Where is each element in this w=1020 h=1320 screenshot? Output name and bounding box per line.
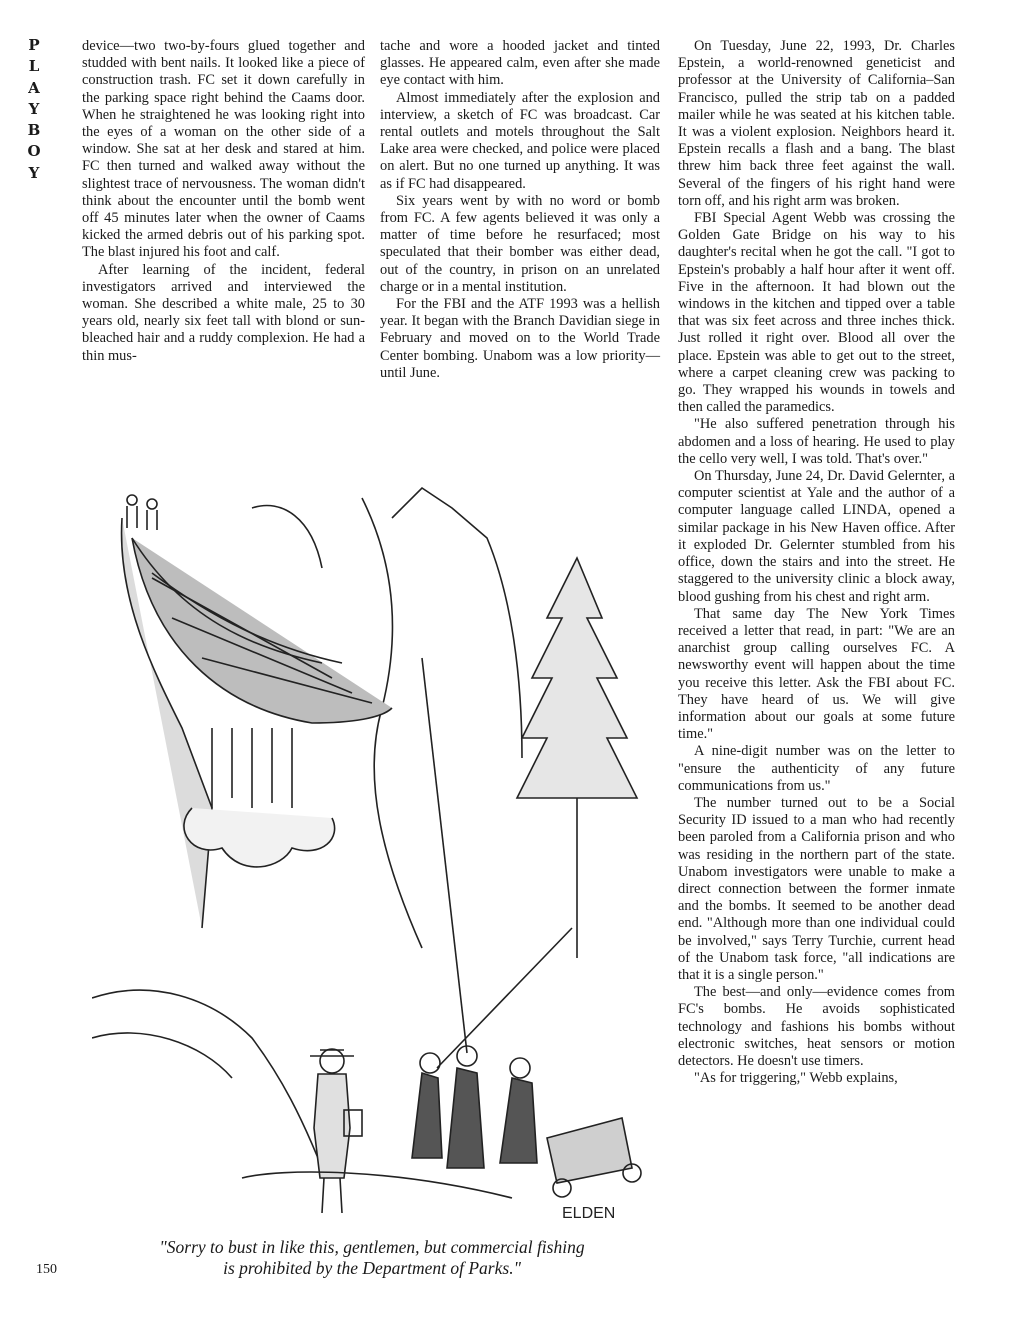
paragraph: device—two two-by-fours glued together and studded with bent nails. It looked like a piece of construction trash. FC set it down carefully in the parking space right behind the Caams door. When he straightened he was looking right into the eyes of a woman on the other side of a window. She sat at her desk and stared at him. FC then turned and walked away without the slightest trace of nervousness. The woman didn't think about the encounter until the bomb went off 45 minutes later when the owner of Caams kicked the armed debris out of his parking spot. The blast injured his foot and calf. <box>82 38 365 261</box>
paragraph: Six years went by with no word or bomb from FC. A few agents believed it was only a matter of time before he resurfaced; most speculated that their bomber was either dead, out of the country, in prison on an unrelated charge or in a mental institution. <box>380 192 660 295</box>
paragraph: Almost immediately after the explosion and interview, a sketch of FC was broadcast. Car rental outlets and motels throughout the Salt Lake area were checked, and police were placed on alert. But no one turned up anything. It was as if FC had disappeared. <box>380 89 660 192</box>
paragraph: After learning of the incident, federal investigators arrived and interviewed the woman. She described a white male, 25 to 30 years old, nearly six feet tall with blond or sun-bleached hair and a ruddy complexion. He had a thin mus- <box>82 261 365 364</box>
paragraph: FBI Special Agent Webb was crossing the Golden Gate Bridge on his way to his daughter's recital when he got the call. "I got to Epstein's probably a half hour after it went off. Five in the afternoon. It had blown out the windows in the kitchen and tipped over a table that was six feet across and three inches thick. Just rolled it right over. Blood all over the place. Epstein was able to get out to the street, where a carpet cleaning crew was packing to go. They wrapped his wounds in towels and then called the paramedics. <box>678 210 955 416</box>
running-head-letter: O <box>27 142 41 161</box>
running-head-letter: P <box>28 36 40 54</box>
paragraph: The number turned out to be a Social Security ID issued to a man who had recently been paroled from a California prison and who was residing in the northern part of the state. Unabom investigators were unable to make a direct connection between the former inmate and the bombs. It seemed to be another dead end. "Although more than one individual could be involved," says Terry Turchie, current head of the Unabom task force, "all indications are that it is a single person." <box>678 794 955 983</box>
paragraph: That same day The New York Times received a letter that read, in part: "We are an anarchist group calling ourselves FC. A newsworthy event will happen about the time you receive this letter. Ask the FBI about FC. They have heard of us. We will give information about our goals at some future time." <box>678 605 955 743</box>
running-head <box>22 38 46 187</box>
paragraph: On Thursday, June 24, Dr. David Gelernter, a computer scientist at Yale and the author of a computer language called LINDA, opened a similar package in his New Haven office. After it exploded Dr. Gelernter stumbled from his office, down the stairs and into the street. He staggered to the university clinic a block away, blood gushing from his chest and right arm. <box>678 468 955 605</box>
running-head-letter: Y <box>28 163 40 182</box>
cartoon-signature: ELDEN <box>562 1205 616 1222</box>
text-column-3 <box>678 38 955 1087</box>
paragraph: "As for triggering," Webb explains, <box>694 1070 898 1087</box>
page-number: 150 <box>36 1262 57 1277</box>
paragraph: tache and wore a hooded jacket and tinted glasses. He appeared calm, even after she made eye contact with him. <box>380 38 660 89</box>
paragraph: "He also suffered penetration through his abdomen and a loss of hearing. He used to play the cello very well, I was told. That's over." <box>678 416 955 467</box>
paragraph: A nine-digit number was on the letter to "ensure the authenticity of any future communications from us." <box>678 743 955 794</box>
paragraph: The best—and only—evidence comes from FC's bombs. He avoids sophisticated technology and fashions his bombs without electronic switches, heat sensors or motion detectors. He doesn't use timers. <box>678 984 955 1069</box>
running-head-letter: A <box>28 78 40 97</box>
paragraph: For the FBI and the ATF 1993 was a hellish year. It began with the Branch Davidian siege in February and moved on to the World Trade Center bombing. Unabom was a low priority—until June. <box>380 296 660 381</box>
caption-line: is prohibited by the Department of Parks." <box>223 1258 521 1278</box>
running-head-letter: Y <box>28 99 40 118</box>
cartoon-illustration <box>92 478 652 1233</box>
paragraph: On Tuesday, June 22, 1993, Dr. Charles Epstein, a world-renowned geneticist and professor at the University of California–San Francisco, pulled the strip tab on a padded mailer while he was seated at his kitchen table. It was a violent explosion. Neighbors heard it. Epstein recalls a flash and a bang. The blast threw him back three feet against the wall. Several of the fingers of his right hand were torn off, and his right arm was broken. <box>678 38 955 209</box>
text-column-1 <box>82 38 365 365</box>
caption-line: "Sorry to bust in like this, gentlemen, but commercial fishing <box>159 1237 585 1257</box>
running-head-letter: L <box>28 57 40 76</box>
running-head-letter: B <box>27 121 41 140</box>
cartoon-caption <box>92 1237 652 1279</box>
text-column-2 <box>380 38 660 382</box>
